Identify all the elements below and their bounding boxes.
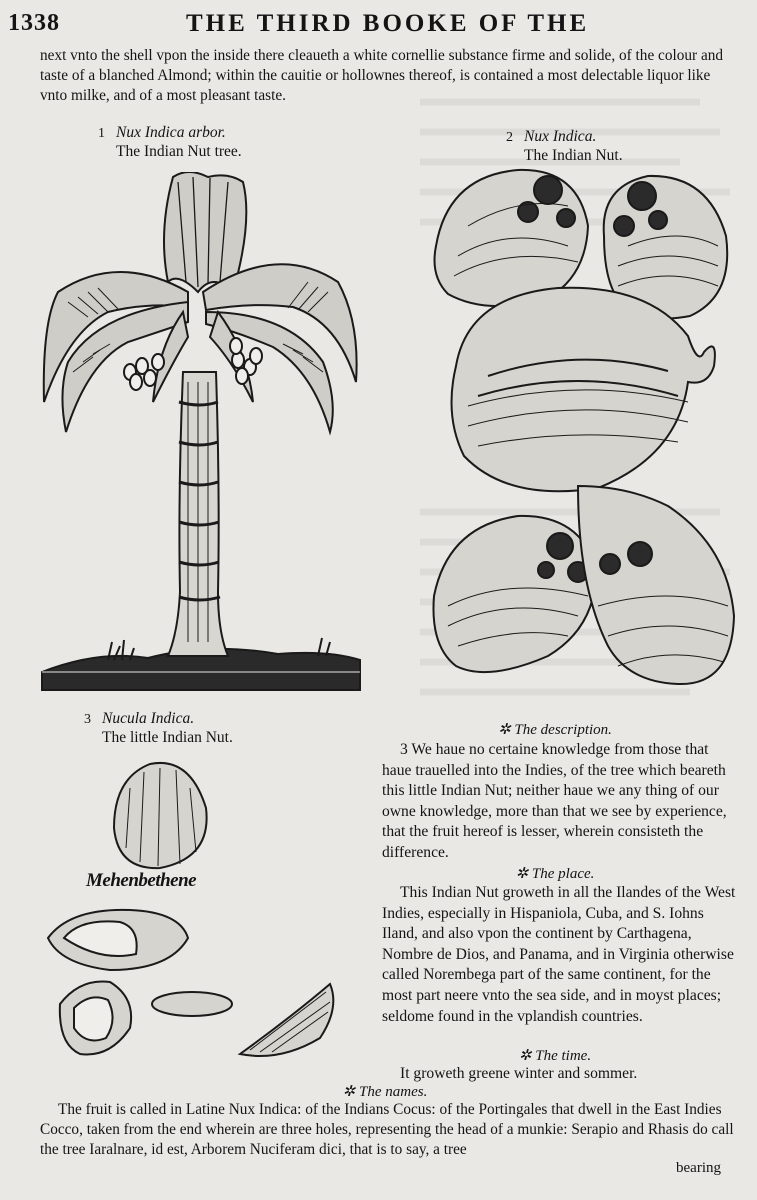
section-heading-place: ✲ The place.: [515, 866, 595, 882]
time-paragraph: It groweth greene winter and sommer.: [400, 1065, 638, 1082]
section-heading-time: ✲ The time.: [518, 1048, 592, 1064]
figure-2-caption: [506, 128, 623, 165]
section-heading-names: ✲ The names.: [342, 1084, 428, 1100]
catchword: bearing: [676, 1160, 721, 1176]
figure-number: 2: [506, 130, 513, 145]
figure-english-name: The little Indian Nut.: [102, 729, 233, 746]
figure-label-mehenbethene: Mehenbethene: [86, 870, 197, 891]
section-heading-description: ✲ The description.: [498, 722, 612, 738]
figure-3-caption: [84, 710, 233, 747]
figure-english-name: The Indian Nut.: [524, 147, 623, 164]
figure-english-name: The Indian Nut tree.: [116, 143, 242, 160]
little-nut-woodcut: [40, 758, 340, 1064]
running-head: [8, 6, 717, 42]
names-paragraph: The fruit is called in Latine Nux Indica: of the Indians Cocus: of the Portingales that dwell in the East Indies Cocco, taken from the end wherein are three holes, representing the head of a munkie: Serapio and Rhasis do call the tree Iaralnare, id est, Arborem Nuciferam dici, that is to say, a tree: [40, 1101, 734, 1158]
figure-1-caption: [98, 124, 242, 161]
figure-latin-name: Nucula Indica.: [102, 710, 195, 727]
palm-tree-woodcut: [38, 172, 368, 694]
place-paragraph: This Indian Nut groweth in all the Ilandes of the West Indies, especially in Hispaniola, Cuba, and S. Iohns Iland, and also vpon the continent by Carthagena, Nombre de Dios, and Panama, and in Virginia otherwise called Norembega part of the same continent, for the most part neere vnto the sea side, and in moyst places; seldome found in the vplandish countries.: [382, 884, 736, 1025]
description-paragraph: 3 We haue no certaine knowledge from those that haue trauelled into the Indies, of the tree which beareth this little Indian Nut; neither haue we any thing of our owne knowledge, more than that we see by experience, that the fruit hereof is lesser, wherein consisteth the difference.: [382, 741, 727, 861]
figure-number: 3: [84, 712, 91, 727]
coconuts-woodcut: [428, 166, 740, 692]
book-title: THE THIRD BOOKE OF THE: [186, 10, 590, 37]
intro-paragraph: next vnto the shell vpon the inside there cleaueth a white cornellie substance firme and solide, of the colour and taste of a blanched Almond; within the cauitie or hollownes thereof, is contained a most delectable liquor like vnto milke, and of a most pleasant taste.: [40, 47, 724, 104]
page-number: 1338: [8, 10, 60, 36]
figure-number: 1: [98, 126, 105, 141]
figure-latin-name: Nux Indica arbor.: [116, 124, 226, 141]
figure-latin-name: Nux Indica.: [524, 128, 597, 145]
